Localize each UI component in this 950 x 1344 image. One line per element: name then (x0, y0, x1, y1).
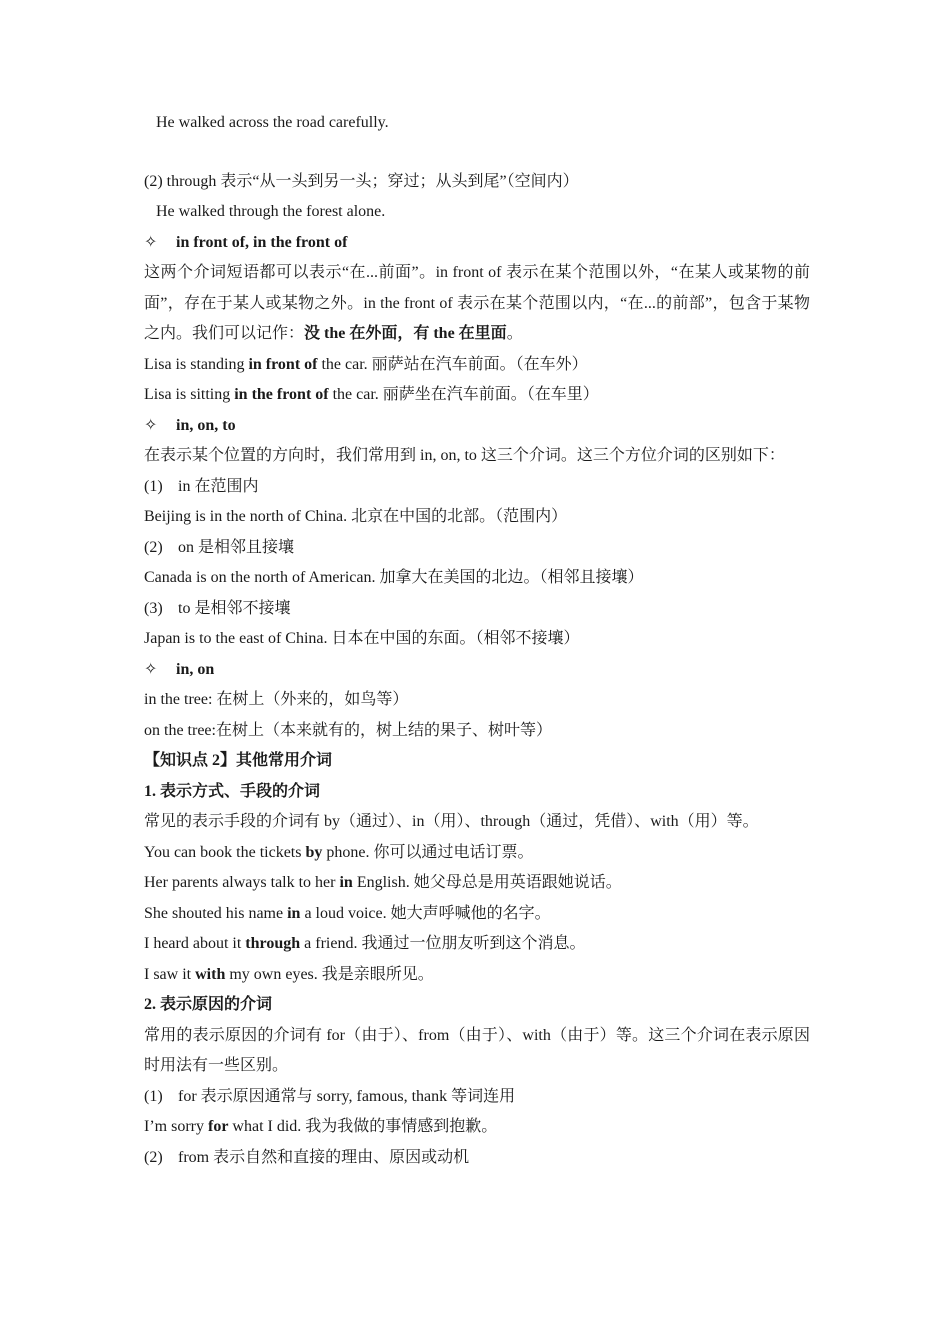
text: a friend. 我通过一位朋友听到这个消息。 (300, 935, 586, 952)
text: what I did. 我为我做的事情感到抱歉。 (228, 1118, 498, 1135)
text: phone. 你可以通过电话订票。 (322, 843, 534, 861)
section-heading (144, 411, 810, 442)
emphasis-text: 没 the 在外面，有 the 在里面 (304, 325, 507, 342)
point-text: on 是相邻且接壤 (178, 538, 295, 556)
subsection-title: 2. 表示原因的介词 (144, 996, 273, 1013)
star-bullet-icon: ✧ (144, 416, 158, 434)
example-sentence (144, 960, 810, 991)
spacer (144, 139, 810, 167)
list-number: (1) (144, 1087, 163, 1105)
bold-term: for (207, 1118, 229, 1135)
paragraph: 常见的表示手段的介词有 by（通过）、in（用）、through（通过，凭借）、with（用）等。 (144, 813, 759, 830)
example-sentence (144, 838, 810, 869)
point-text: to 是相邻不接壤 (178, 599, 291, 617)
list-number: (3) (144, 599, 163, 617)
text: She shouted his name (144, 904, 288, 922)
numbered-point (144, 1082, 810, 1113)
paragraph: 常用的表示原因的介词有 for（由于）、from（由于）、with（由于）等。这三个介词在表示原因时用法有一些区别。 (144, 1026, 810, 1074)
text: Her parents always talk to her (144, 874, 340, 891)
text: I saw it (144, 965, 196, 983)
bold-term: through (245, 935, 301, 952)
bold-term: with (195, 965, 226, 983)
section-heading (144, 228, 810, 259)
text: I heard about it (144, 935, 246, 952)
list-number: (2) (144, 538, 163, 556)
paragraph-text: 这两个介词短语都可以表示“在...前面”。in front of 表示在某个范围以外，“在某人或某物的前面”，存在于某人或某物之外。in the front of 表示在某个范围以内，“在...的前部”，包含于某物之内。我们可以记作： (144, 264, 810, 342)
heading-text: in, on, to (176, 416, 236, 434)
example-sentence (144, 1112, 810, 1143)
paragraph (144, 258, 810, 350)
list-number: (2) (144, 1148, 163, 1166)
list-number: (1) (144, 477, 163, 495)
bold-term: in (287, 904, 301, 922)
bold-term: in the front of (234, 386, 329, 403)
star-bullet-icon: ✧ (144, 233, 158, 251)
numbered-point: (2) through 表示“从一头到另一头；穿过；从头到尾”（空间内） (144, 172, 579, 190)
example-sentence: Beijing is in the north of China. 北京在中国的北部。（范围内） (144, 508, 568, 525)
example-sentence (144, 350, 810, 381)
example-sentence: on the tree:在树上（本来就有的，树上结的果子、树叶等） (144, 721, 552, 739)
example-sentence: in the tree: 在树上（外来的，如鸟等） (144, 691, 409, 708)
text: my own eyes. 我是亲眼所见。 (225, 965, 434, 983)
section-heading (144, 655, 810, 686)
numbered-point (144, 1143, 810, 1174)
paragraph: 在表示某个位置的方向时，我们常用到 in, on, to 这三个介词。这三个方位介词的区别如下： (144, 447, 785, 464)
numbered-point (144, 472, 810, 503)
text: I’m sorry (144, 1118, 208, 1135)
bold-term: in front of (248, 355, 318, 373)
example-sentence (144, 380, 810, 411)
text: English. 她父母总是用英语跟她说话。 (352, 874, 622, 891)
paragraph-text: 。 (506, 325, 523, 342)
text: Lisa is sitting (144, 386, 235, 403)
text: the car. 丽萨站在汽车前面。（在车外） (317, 355, 588, 373)
text: a loud voice. 她大声呼喊他的名字。 (300, 904, 551, 922)
text: Lisa is standing (144, 355, 249, 373)
example-sentence (144, 899, 810, 930)
numbered-point (144, 594, 810, 625)
text: You can book the tickets (144, 843, 306, 861)
example-sentence: Japan is to the east of China. 日本在中国的东面。（相邻不接壤） (144, 630, 580, 647)
document-page (144, 108, 810, 1173)
knowledge-point-title: 【知识点 2】其他常用介词 (144, 752, 333, 769)
bold-term: in (339, 874, 353, 891)
example-sentence: He walked through the forest alone. (156, 203, 386, 220)
point-text: in 在范围内 (178, 477, 259, 495)
example-sentence (144, 929, 810, 960)
point-text: for 表示原因通常与 sorry, famous, thank 等词连用 (178, 1087, 516, 1105)
example-sentence: He walked across the road carefully. (156, 114, 389, 131)
star-bullet-icon: ✧ (144, 660, 158, 678)
bold-term: by (305, 843, 323, 861)
example-sentence: Canada is on the north of American. 加拿大在美国的北边。（相邻且接壤） (144, 569, 644, 586)
example-sentence (144, 868, 810, 899)
subsection-title: 1. 表示方式、手段的介词 (144, 782, 321, 800)
text: the car. 丽萨坐在汽车前面。（在车里） (328, 386, 599, 403)
numbered-point (144, 533, 810, 564)
heading-text: in front of, in the front of (176, 233, 348, 251)
point-text: from 表示自然和直接的理由、原因或动机 (178, 1148, 470, 1166)
heading-text: in, on (176, 660, 215, 678)
